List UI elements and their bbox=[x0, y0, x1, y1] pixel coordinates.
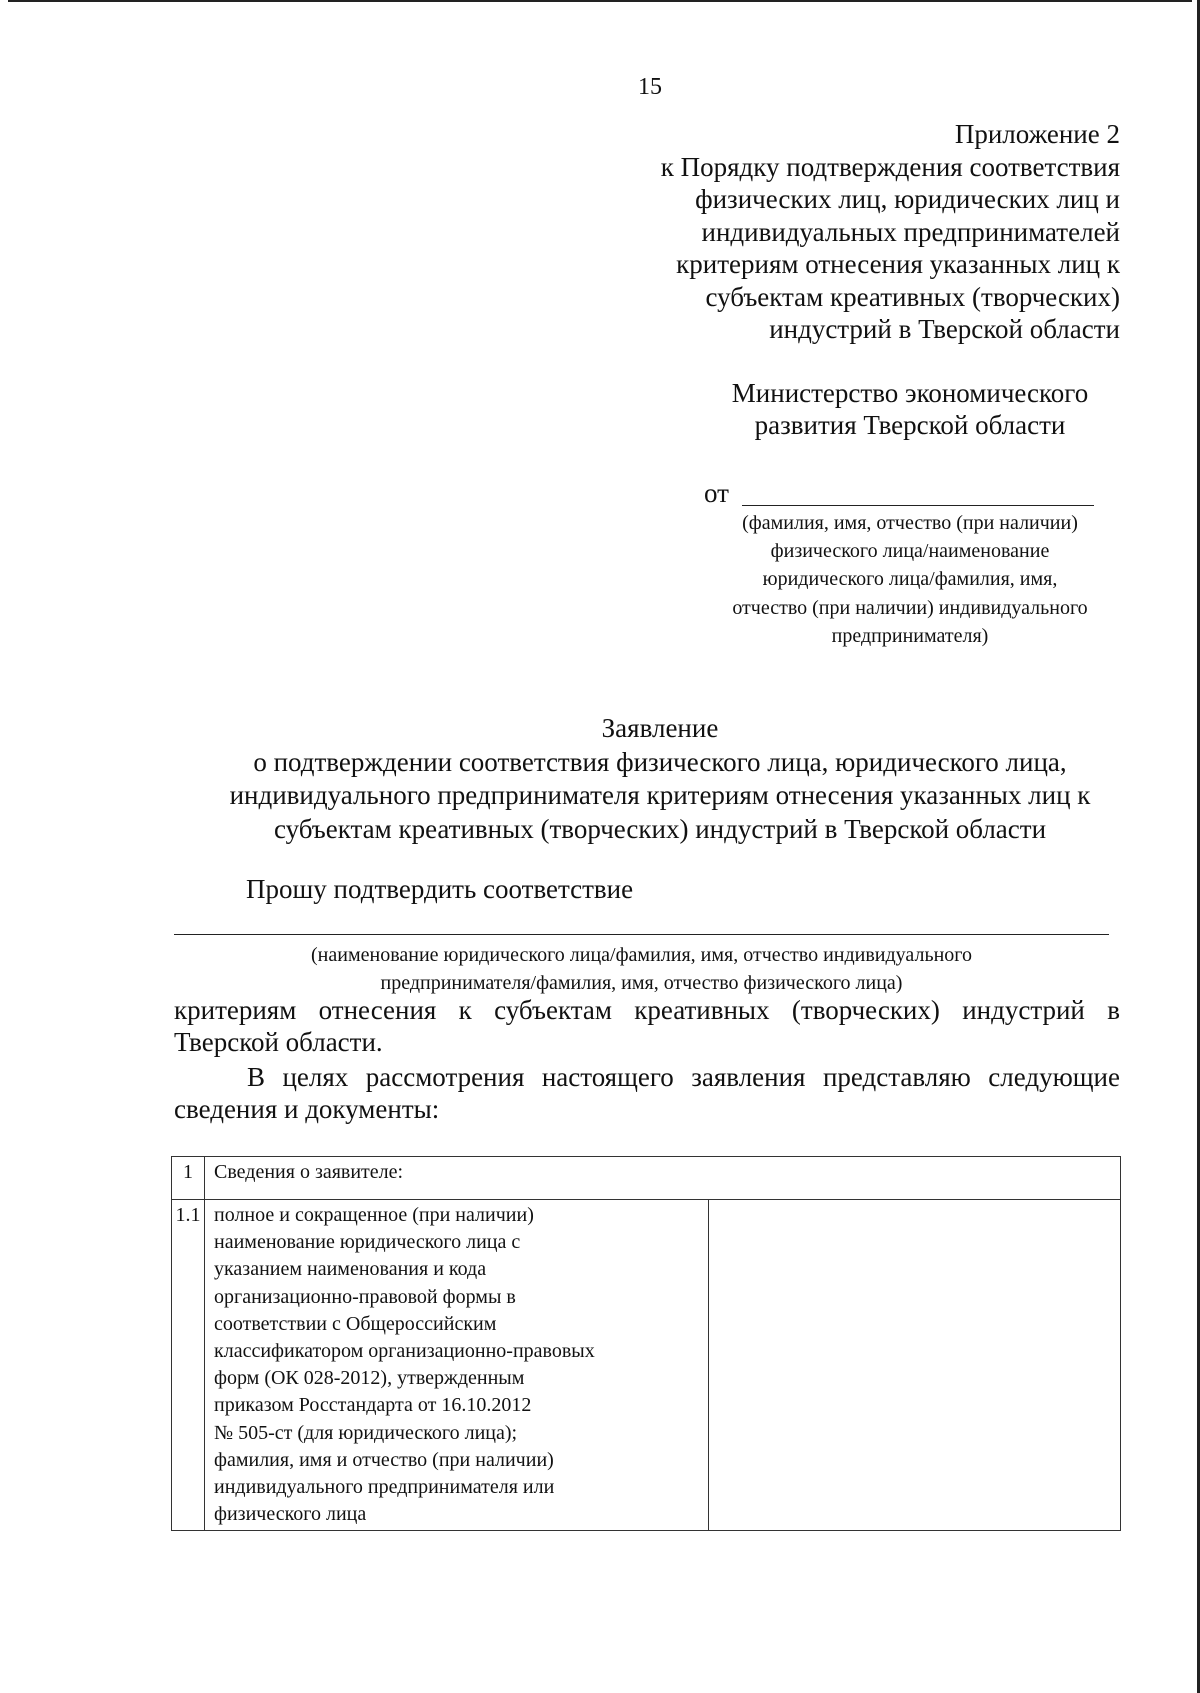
appendix-line: индивидуальных предпринимателей bbox=[701, 216, 1120, 247]
description-line: классификатором организационно-правовых bbox=[214, 1340, 595, 1363]
from-label: от bbox=[704, 478, 729, 508]
from-caption-line: юридического лица/фамилия, имя, bbox=[762, 568, 1058, 591]
page-border-top bbox=[8, 0, 1192, 2]
appendix-line: Приложение 2 bbox=[954, 119, 1120, 149]
paragraph-line: критериям отнесения к субъектам креативных (творческих) индустрий в bbox=[174, 995, 1120, 1025]
row-description bbox=[205, 1200, 709, 1531]
row-number: 1.1 bbox=[172, 1200, 205, 1531]
document-title bbox=[110, 712, 1200, 846]
purpose-paragraph bbox=[174, 1062, 1120, 1125]
from-caption bbox=[660, 509, 1160, 650]
applicant-info-table bbox=[171, 1156, 1121, 1531]
addressee-line: развития Тверской области bbox=[754, 410, 1066, 440]
description-line: приказом Росстандарта от 16.10.2012 bbox=[214, 1394, 532, 1417]
request-caption bbox=[174, 942, 1109, 997]
from-blank-field[interactable] bbox=[742, 505, 1094, 506]
table-section-row bbox=[172, 1157, 1121, 1200]
appendix-line: индустрий в Тверской области bbox=[769, 314, 1120, 344]
applicant-name-blank-field[interactable] bbox=[174, 934, 1109, 935]
addressee-line: Министерство экономического bbox=[731, 378, 1089, 408]
section-title: Сведения о заявителе: bbox=[205, 1157, 1121, 1200]
section-number: 1 bbox=[172, 1157, 205, 1200]
description-line: полное и сокращенное (при наличии) bbox=[214, 1204, 534, 1226]
appendix-line: физических лиц, юридических лиц и bbox=[695, 184, 1120, 214]
from-caption-line: (фамилия, имя, отчество (при наличии) bbox=[742, 512, 1078, 534]
description-line: форм (ОК 028-2012), утвержденным bbox=[214, 1367, 525, 1390]
paragraph-line: сведения и документы: bbox=[174, 1093, 440, 1124]
description-line: № 505-ст (для юридического лица); bbox=[214, 1421, 518, 1444]
description-line: индивидуального предпринимателя или bbox=[214, 1476, 555, 1499]
table-row bbox=[172, 1200, 1121, 1531]
description-line: фамилия, имя и отчество (при наличии) bbox=[214, 1448, 554, 1471]
from-caption-line: предпринимателя) bbox=[831, 624, 989, 647]
appendix-header bbox=[560, 118, 1120, 346]
page-number: 15 bbox=[638, 74, 662, 100]
request-text: Прошу подтвердить соответствие bbox=[246, 874, 634, 904]
title-line: о подтверждении соответствия физического лица, юридического лица, bbox=[253, 746, 1067, 777]
description-line: организационно-правовой формы в bbox=[214, 1285, 516, 1308]
request-caption-line: предпринимателя/фамилия, имя, отчество физического лица) bbox=[380, 971, 903, 994]
appendix-line: критериям отнесения указанных лиц к bbox=[676, 249, 1120, 279]
title-line: субъектам креативных (творческих) индустрий в Тверской области bbox=[273, 813, 1047, 844]
paragraph-line: Тверской области. bbox=[174, 1026, 383, 1057]
from-caption-line: физического лица/наименование bbox=[770, 540, 1050, 563]
paragraph-line: В целях рассмотрения настоящего заявления представляю следующие bbox=[247, 1062, 1120, 1092]
description-line: наименование юридического лица с bbox=[214, 1231, 521, 1254]
description-line: физического лица bbox=[214, 1503, 367, 1526]
addressee-block bbox=[690, 377, 1130, 441]
from-caption-line: отчество (при наличии) индивидуального bbox=[732, 596, 1088, 619]
request-caption-line: (наименование юридического лица/фамилия, имя, отчество индивидуального bbox=[311, 944, 972, 966]
title-line: индивидуального предпринимателя критериям отнесения указанных лиц к bbox=[229, 780, 1091, 810]
row-value-field[interactable] bbox=[709, 1200, 1121, 1531]
criteria-paragraph bbox=[174, 995, 1120, 1058]
appendix-line: субъектам креативных (творческих) bbox=[705, 281, 1120, 312]
description-line: соответствии с Общероссийским bbox=[214, 1312, 497, 1335]
appendix-line: к Порядку подтверждения соответствия bbox=[660, 151, 1120, 182]
description-line: указанием наименования и кода bbox=[214, 1258, 487, 1281]
title-line: Заявление bbox=[601, 713, 719, 743]
